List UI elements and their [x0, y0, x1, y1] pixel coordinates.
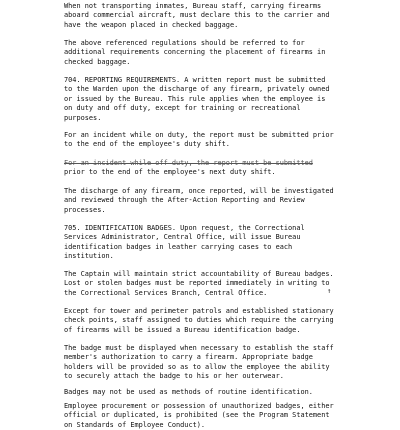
paragraph-referenced-regulations — [64, 39, 325, 67]
paragraph-firearms-aboard-aircraft — [64, 2, 330, 30]
text-line: purposes. — [64, 113, 102, 122]
struck-text-line: For an incident while off duty, the report must be submitted — [64, 159, 313, 167]
text-line: 704. REPORTING REQUIREMENTS. A written report must be submitted — [64, 76, 326, 84]
text-line: The badge must be displayed when necessary to establish the staff — [64, 344, 334, 352]
text-line: identification badges in leather carrying cases to each — [64, 242, 293, 251]
text-line: The above referenced regulations should be referred to for — [64, 39, 305, 47]
text-line: of firearms will be issued a Bureau identification badge. — [64, 325, 301, 334]
text-line: check points, staff assigned to duties which require the carrying — [64, 316, 334, 325]
paragraph-badge-display — [64, 344, 334, 382]
text-line: Services Administrator, Central Office, will issue Bureau — [64, 233, 301, 242]
paragraph-routine-identification — [64, 388, 313, 397]
text-line: Employee procurement or possession of unauthorized badges, either — [64, 402, 334, 410]
text-line: Except for tower and perimeter patrols and established stationary — [64, 307, 334, 315]
text-line: to the end of the employee's duty shift. — [64, 140, 230, 149]
text-line: For an incident while on duty, the report must be submitted prior — [64, 131, 334, 139]
text-line: Badges may not be used as methods of routine identification. — [64, 388, 313, 396]
text-line: member's authorization to carry a firearm. Appropriate badge — [64, 353, 313, 362]
text-line: checked baggage. — [64, 57, 131, 66]
text-line: on Standards of Employee Conduct). — [64, 420, 206, 429]
text-line: to the Warden upon the discharge of any firearm, privately owned — [64, 85, 330, 94]
text-line: prior to the end of the employee's next duty shift. — [64, 168, 276, 177]
paragraph-captain-accountability — [64, 270, 334, 298]
paragraph-off-duty-incident — [64, 159, 313, 178]
text-line: The discharge of any firearm, once reported, will be investigated — [64, 187, 334, 195]
text-line: on duty and off duty, except for training or recreational — [64, 104, 301, 113]
text-line: additional requirements concerning the placement of firearms in — [64, 48, 326, 57]
paragraph-section-704 — [64, 76, 330, 123]
text-line: and reviewed through the After-Action Reporting and Review — [64, 196, 305, 205]
text-line: The Captain will maintain strict accountability of Bureau badges. — [64, 270, 334, 278]
text-line: or issued by the Bureau. This rule applies when the employee is — [64, 94, 326, 103]
paragraph-unauthorized-badges — [64, 402, 334, 430]
paragraph-tower-patrols — [64, 307, 334, 335]
paragraph-discharge-investigation — [64, 187, 334, 215]
text-line: Lost or stolen badges must be reported immediately in writing to — [64, 279, 330, 288]
text-line: have the weapon placed in checked baggage. — [64, 20, 239, 29]
text-line: to securely attach the badge to his or her outerwear. — [64, 372, 284, 381]
text-line: the Correctional Services Branch, Central Office. — [64, 288, 268, 297]
text-line: official or duplicated, is prohibited (see the Program Statement — [64, 411, 330, 420]
text-line: When not transporting inmates, Bureau staff, carrying firearms — [64, 2, 322, 10]
paragraph-on-duty-incident — [64, 131, 334, 150]
text-line: institution. — [64, 252, 114, 261]
text-line: processes. — [64, 205, 106, 214]
margin-mark: ↑ — [327, 287, 332, 295]
text-line: aboard commercial aircraft, must declare this to the carrier and — [64, 11, 330, 20]
text-line: holders will be provided so as to allow the employee the ability — [64, 362, 330, 371]
text-line: 705. IDENTIFICATION BADGES. Upon request, the Correctional — [64, 224, 305, 232]
paragraph-section-705 — [64, 224, 305, 262]
